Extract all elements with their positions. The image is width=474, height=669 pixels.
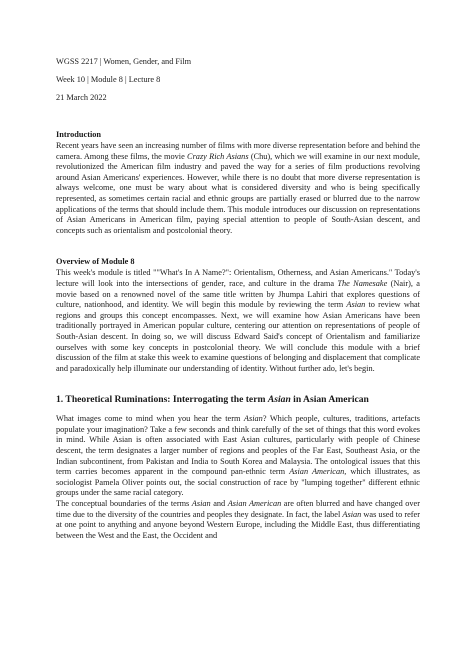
text-run: Recent years have seen an increasing number of films with more diverse representation before and behind the camera. Among these films, the movie: [56, 141, 421, 161]
italic-term: Asian American: [289, 467, 345, 477]
text-run: and: [210, 499, 228, 509]
overview-paragraph: [56, 268, 420, 374]
text-run: This week's module is titled ""What's In A Name?": Orientalism, Otherness, and Asian Americans." Today's lecture will look into the intersections of gender, race, and culture in the drama: [56, 268, 420, 288]
text-run: in Asian American: [290, 394, 369, 406]
section-1-paragraph-2: [56, 499, 420, 541]
text-run: What images come to mind when you hear the term: [56, 414, 244, 424]
italic-term: Asian American: [227, 499, 282, 509]
italic-term: Asian: [191, 499, 211, 509]
film-title: The Namesake: [337, 278, 388, 288]
document-page: [56, 56, 420, 561]
film-title: Crazy Rich Asians: [187, 151, 249, 161]
lecture-info: Week 10 | Module 8 | Lecture 8: [56, 75, 161, 84]
italic-term: Asian: [243, 414, 263, 424]
text-run: (Nair), a movie based on a renowned novel of the same title written by Jhumpa Lahiri that explores questions of culture, nationhood, and identity. We will begin this module by reviewing the term: [56, 278, 420, 310]
text-run: , which illustrates, as sociologist Pamela Oliver points out, the social construction of race by "lumping together" different ethnic groups under the same racial category.: [56, 467, 420, 498]
overview-section: [56, 256, 420, 374]
course-title: WGSS 2217 | Women, Gender, and Film: [56, 57, 192, 66]
section-1-heading: [56, 394, 420, 406]
text-run: The conceptual boundaries of the terms: [56, 499, 192, 509]
introduction-paragraph: [56, 141, 420, 236]
italic-term: Asian: [342, 509, 362, 519]
text-run: are often blurred and have changed over time due to the diversity of the countries and peoples they designate. In fact, the label: [56, 499, 420, 519]
italic-term: Asian: [267, 394, 291, 406]
section-1: [56, 394, 420, 541]
overview-heading: Overview of Module 8: [56, 257, 135, 267]
text-run: (Chu), which we will examine in our next module, revolutionized the American film industry and paved the way for a series of film productions revolving around Asian Americans' experiences. However, while there is no doubt that more diverse representation is always welcome, one must be wary about what is considered diversity and who is being specifically represented, as sometimes certain racial and ethnic groups are partially erased or blurred due to the narrow applications of the terms that should include them. This module introduces our discussion on representations of Asian Americans in American film, paying special attention to people of South-Asian descent, and concepts such as orientalism and postcolonial theory.: [56, 151, 421, 235]
italic-term: Asian: [346, 300, 366, 310]
document-header: [56, 56, 420, 103]
lecture-date: 21 March 2022: [56, 93, 107, 102]
text-run: to review what regions and groups this concept encompasses. Next, we will examine how Asian Americans have been traditionally portrayed in American popular culture, centering our attention on representations of people of South-Asian descent. In doing so, we will discuss Edward Said's concept of Orientalism and familiarize ourselves with some key concepts in postcolonial theory. We will conclude this module with a brief discussion of the film at stake this week to examine questions of belonging and displacement that complicate and paradoxically help illuminate our understanding of identity. Without further ado, let's begin.: [56, 300, 420, 373]
section-1-paragraph-1: [56, 414, 420, 499]
text-run: 1. Theoretical Ruminations: Interrogating the term: [56, 394, 268, 406]
text-run: was used to refer at one point to anything and anyone beyond Western Europe, including the Middle East, thus differentiating between the West and the East, the Occident and: [56, 509, 420, 540]
introduction-heading: Introduction: [56, 130, 102, 139]
text-run: ? Which people, cultures, traditions, artefacts populate your imagination? Take a few seconds and think carefully of the set of things that this word evokes in mind. While Asian is often associated with East Asian cultures, particularly with people of Chinese descent, the term designates a larger number of regions and peoples of the Far East, Southeast Asia, or the Indian subcontinent, from Pakistan and India to South Korea and Malaysia. The ontological issues that this term carries becomes apparent in the compound pan-ethnic term: [56, 414, 420, 477]
introduction-section: [56, 129, 420, 236]
